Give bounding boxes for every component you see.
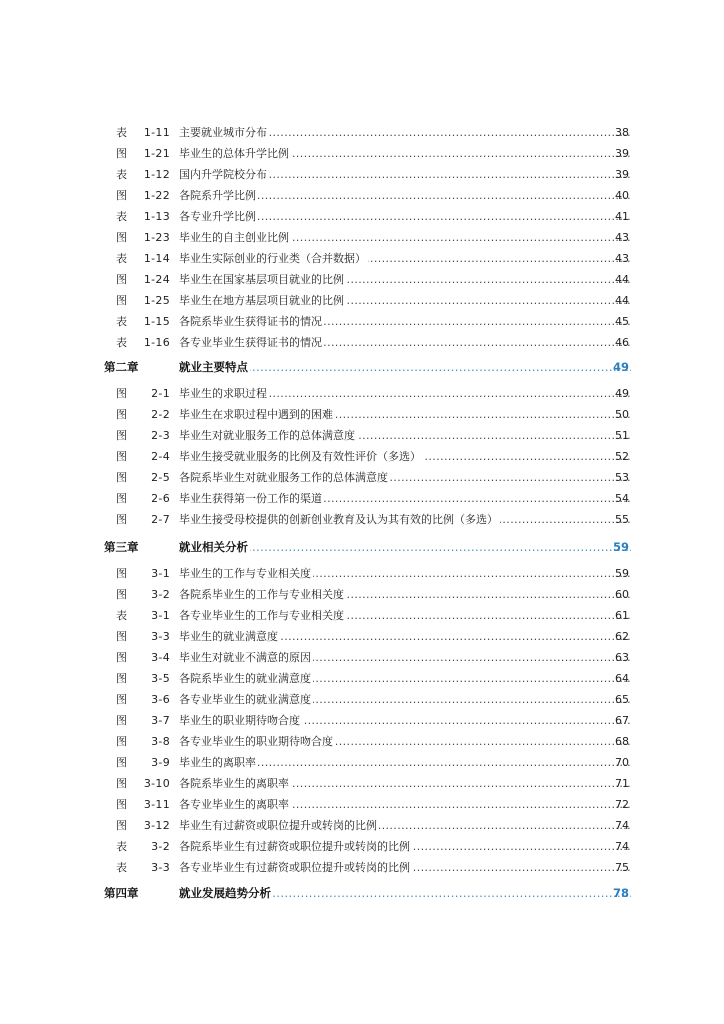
page-number: 39 (615, 168, 629, 181)
page-number: 43 (615, 231, 629, 244)
page-number: 53 (615, 471, 629, 484)
page-number: 45 (615, 315, 629, 328)
entry-title-leader (179, 123, 631, 143)
toc-entry[interactable] (0, 711, 724, 731)
entry-label: 表 1-14 (116, 252, 170, 265)
entry-label: 表 3-3 (116, 861, 170, 874)
entry-title-leader (179, 291, 631, 311)
toc-entry[interactable] (0, 291, 724, 311)
toc-entry[interactable] (0, 732, 724, 752)
toc-entry[interactable] (0, 858, 724, 878)
page-number: 64 (615, 672, 629, 685)
entry-label: 图 1-25 (116, 294, 170, 307)
entry-title-leader (179, 564, 631, 584)
toc-entry[interactable] (0, 606, 724, 626)
toc-entry[interactable] (0, 144, 724, 164)
toc-entry[interactable] (0, 333, 724, 353)
chapter-title: 就业主要特点 (179, 360, 248, 374)
entry-label: 图 2-4 (116, 450, 170, 463)
entry-title: 毕业生实际创业的行业类（合并数据） (179, 252, 366, 265)
toc-entry[interactable] (0, 627, 724, 647)
toc-entry[interactable] (0, 447, 724, 467)
toc-entry[interactable] (0, 249, 724, 269)
page-number: 71 (615, 777, 629, 790)
chapter-label: 第三章 (104, 540, 139, 554)
toc-chapter-entry[interactable] (0, 537, 724, 557)
entry-label: 图 3-1 (116, 567, 170, 580)
entry-label: 图 3-8 (116, 735, 170, 748)
toc-entry[interactable] (0, 228, 724, 248)
chapter-label: 第四章 (104, 886, 139, 900)
page-number: 63 (615, 651, 629, 664)
entry-title: 毕业生接受就业服务的比例及有效性评价（多选） (179, 450, 421, 463)
entry-title-leader (179, 711, 631, 731)
entry-title-leader (179, 774, 631, 794)
entry-title: 毕业生在地方基层项目就业的比例 (179, 294, 344, 307)
entry-title-leader (179, 858, 631, 878)
entry-label: 图 3-2 (116, 588, 170, 601)
page-number: 59 (612, 540, 629, 554)
toc-entry[interactable] (0, 405, 724, 425)
page-number: 41 (615, 210, 629, 223)
entry-title: 各专业毕业生的就业满意度 (179, 693, 311, 706)
toc-entry[interactable] (0, 564, 724, 584)
toc-entry[interactable] (0, 816, 724, 836)
toc-entry[interactable] (0, 795, 724, 815)
entry-label: 表 1-11 (116, 126, 170, 139)
page-number: 74 (615, 819, 629, 832)
entry-title-leader (179, 537, 631, 557)
page-number: 70 (615, 756, 629, 769)
entry-title-leader (179, 144, 631, 164)
entry-title-leader (179, 186, 631, 206)
toc-entry[interactable] (0, 489, 724, 509)
entry-title: 各院系毕业生对就业服务工作的总体满意度 (179, 471, 388, 484)
entry-title: 各院系毕业生的工作与专业相关度 (179, 588, 344, 601)
entry-title: 各院系毕业生的离职率 (179, 777, 289, 790)
entry-label: 图 1-21 (116, 147, 170, 160)
entry-title-leader (179, 333, 631, 353)
entry-label: 表 1-15 (116, 315, 170, 328)
entry-label: 图 2-2 (116, 408, 170, 421)
entry-title: 各专业毕业生获得证书的情况 (179, 336, 322, 349)
entry-title-leader (179, 606, 631, 626)
page-number: 62 (615, 630, 629, 643)
entry-label: 图 1-24 (116, 273, 170, 286)
chapter-title: 就业相关分析 (179, 540, 248, 554)
page-number: 55 (615, 513, 629, 526)
entry-title-leader (179, 489, 631, 509)
entry-title: 各院系毕业生获得证书的情况 (179, 315, 322, 328)
toc-entry[interactable] (0, 774, 724, 794)
entry-title-leader (179, 669, 631, 689)
toc-entry[interactable] (0, 753, 724, 773)
chapter-label: 第二章 (104, 360, 139, 374)
entry-title: 国内升学院校分布 (179, 168, 267, 181)
entry-title-leader (179, 426, 631, 446)
page-number: 61 (615, 609, 629, 622)
entry-title-leader (179, 405, 631, 425)
entry-label: 图 3-5 (116, 672, 170, 685)
chapter-title: 就业发展趋势分析 (179, 886, 271, 900)
entry-title: 毕业生在求职过程中遇到的困难 (179, 408, 333, 421)
entry-title: 毕业生的自主创业比例 (179, 231, 289, 244)
toc-entry[interactable] (0, 669, 724, 689)
entry-title-leader (179, 207, 631, 227)
entry-title: 各专业毕业生的离职率 (179, 798, 289, 811)
entry-title-leader (179, 585, 631, 605)
page-number: 51 (615, 429, 629, 442)
entry-label: 表 1-16 (116, 336, 170, 349)
entry-label: 图 2-5 (116, 471, 170, 484)
entry-label: 图 2-6 (116, 492, 170, 505)
page-number: 65 (615, 693, 629, 706)
entry-title: 毕业生对就业不满意的原因 (179, 651, 311, 664)
entry-label: 表 3-2 (116, 840, 170, 853)
entry-title: 毕业生有过薪资或职位提升或转岗的比例 (179, 819, 377, 832)
entry-title-leader (179, 883, 631, 903)
toc-entry[interactable] (0, 585, 724, 605)
entry-title: 毕业生的求职过程 (179, 387, 267, 400)
toc-entry[interactable] (0, 426, 724, 446)
page-number: 49 (612, 360, 629, 374)
entry-title-leader (179, 384, 631, 404)
toc-entry[interactable] (0, 207, 724, 227)
entry-title: 毕业生接受母校提供的创新创业教育及认为其有效的比例（多选） (179, 513, 498, 526)
entry-label: 图 3-11 (116, 798, 170, 811)
page-number: 74 (615, 840, 629, 853)
entry-label: 图 2-1 (116, 387, 170, 400)
entry-title-leader (179, 312, 631, 332)
entry-label: 图 3-3 (116, 630, 170, 643)
entry-title: 主要就业城市分布 (179, 126, 267, 139)
entry-title-leader (179, 795, 631, 815)
toc-chapter-entry[interactable] (0, 357, 724, 377)
page-number: 67 (615, 714, 629, 727)
page-number: 43 (615, 252, 629, 265)
entry-title: 毕业生对就业服务工作的总体满意度 (179, 429, 355, 442)
entry-title-leader (179, 165, 631, 185)
entry-title-leader (179, 690, 631, 710)
entry-label: 图 3-4 (116, 651, 170, 664)
entry-title-leader (179, 249, 631, 269)
page-number: 54 (615, 492, 629, 505)
entry-label: 图 1-22 (116, 189, 170, 202)
entry-title: 毕业生的总体升学比例 (179, 147, 289, 160)
entry-title-leader (179, 357, 631, 377)
page-number: 50 (615, 408, 629, 421)
entry-title: 各专业毕业生有过薪资或职位提升或转岗的比例 (179, 861, 410, 874)
entry-title: 各院系毕业生有过薪资或职位提升或转岗的比例 (179, 840, 410, 853)
toc-entry[interactable] (0, 165, 724, 185)
entry-label: 图 3-6 (116, 693, 170, 706)
entry-title: 各院系升学比例 (179, 189, 256, 202)
entry-title-leader (179, 753, 631, 773)
entry-title-leader (179, 648, 631, 668)
entry-title: 毕业生的就业满意度 (179, 630, 278, 643)
toc-entry[interactable] (0, 186, 724, 206)
entry-title: 毕业生获得第一份工作的渠道 (179, 492, 322, 505)
entry-title: 毕业生在国家基层项目就业的比例 (179, 273, 344, 286)
entry-label: 图 2-3 (116, 429, 170, 442)
toc-chapter-entry[interactable] (0, 883, 724, 903)
entry-label: 图 3-9 (116, 756, 170, 769)
entry-title: 毕业生的离职率 (179, 756, 256, 769)
page-number: 38 (615, 126, 629, 139)
page-number: 78 (612, 886, 629, 900)
entry-title-leader (179, 627, 631, 647)
toc-entry[interactable] (0, 690, 724, 710)
entry-title-leader (179, 270, 631, 290)
entry-title: 毕业生的职业期待吻合度 (179, 714, 300, 727)
page-number: 75 (615, 861, 629, 874)
entry-title: 各专业升学比例 (179, 210, 256, 223)
entry-title-leader (179, 837, 631, 857)
page-number: 68 (615, 735, 629, 748)
entry-label: 图 3-7 (116, 714, 170, 727)
page-number: 52 (615, 450, 629, 463)
toc-entry[interactable] (0, 123, 724, 143)
page-number: 60 (615, 588, 629, 601)
entry-title-leader (179, 732, 631, 752)
page-number: 44 (615, 294, 629, 307)
toc-entry[interactable] (0, 312, 724, 332)
entry-title-leader (179, 228, 631, 248)
toc-entry[interactable] (0, 510, 724, 530)
entry-title-leader (179, 510, 631, 530)
entry-label: 图 2-7 (116, 513, 170, 526)
page-number: 59 (615, 567, 629, 580)
toc-entry[interactable] (0, 270, 724, 290)
entry-label: 表 1-12 (116, 168, 170, 181)
entry-label: 表 1-13 (116, 210, 170, 223)
entry-label: 图 3-10 (116, 777, 170, 790)
page-number: 40 (615, 189, 629, 202)
entry-label: 图 1-23 (116, 231, 170, 244)
page-number: 46 (615, 336, 629, 349)
entry-label: 表 3-1 (116, 609, 170, 622)
entry-title: 毕业生的工作与专业相关度 (179, 567, 311, 580)
entry-title-leader (179, 447, 631, 467)
entry-title: 各院系毕业生的就业满意度 (179, 672, 311, 685)
entry-label: 图 3-12 (116, 819, 170, 832)
entry-title-leader (179, 468, 631, 488)
entry-title: 各专业毕业生的工作与专业相关度 (179, 609, 344, 622)
page-number: 39 (615, 147, 629, 160)
entry-title-leader (179, 816, 631, 836)
page-number: 44 (615, 273, 629, 286)
toc-entry[interactable] (0, 837, 724, 857)
toc-entry[interactable] (0, 648, 724, 668)
page-number: 72 (615, 798, 629, 811)
page-number: 49 (615, 387, 629, 400)
toc-entry[interactable] (0, 384, 724, 404)
toc-entry[interactable] (0, 468, 724, 488)
entry-title: 各专业毕业生的职业期待吻合度 (179, 735, 333, 748)
